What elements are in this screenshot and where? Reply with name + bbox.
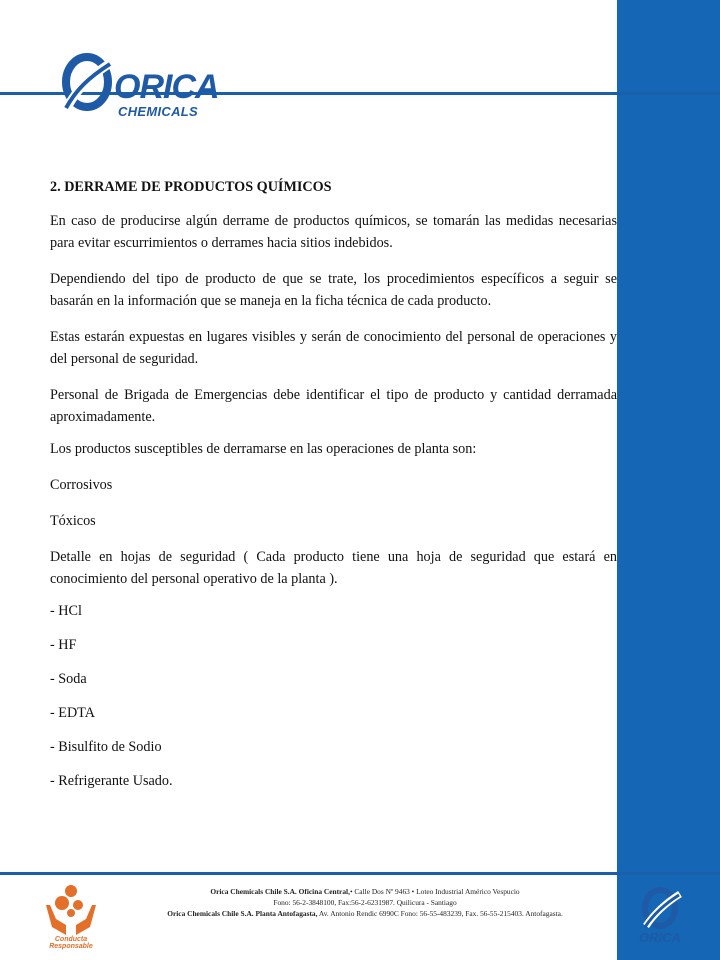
- paragraph: Dependiendo del tipo de producto de que se trate, los procedimientos específicos a seguir se basarán en la información que se maneja en la ficha técnica de cada producto.: [50, 271, 617, 309]
- footer-logo-text: ORICA: [639, 930, 681, 945]
- product-item: - HF: [50, 637, 77, 653]
- document-body: [50, 176, 617, 804]
- right-accent-bar: [617, 0, 720, 960]
- product-item: - EDTA: [50, 705, 95, 721]
- badge-caption: Conducta Responsable: [49, 936, 93, 950]
- category-item: Tóxicos: [50, 513, 96, 529]
- footer-line1-rest: • Calle Dos Nº 9463 • Loteo Industrial Américo Vespucio: [349, 887, 520, 896]
- logo-brand-text: ORICA: [114, 68, 219, 106]
- footer-line3-rest: Av. Antonio Rendic 6990C Fono: 56-55-483239, Fax. 56-55-215403. Antofagasta.: [317, 909, 563, 918]
- footer-rule: [0, 872, 720, 875]
- paragraph: Personal de Brigada de Emergencias debe identificar el tipo de producto y cantidad derramada aproximadamente.: [50, 387, 617, 425]
- footer-line2: Fono: 56-2-3848100, Fax:56-2-6231987. Quilicura - Santiago: [273, 898, 457, 907]
- product-item: - Soda: [50, 671, 87, 687]
- orica-swirl-icon: [60, 48, 116, 114]
- category-item: Corrosivos: [50, 477, 113, 493]
- section-heading: 2. DERRAME DE PRODUCTOS QUÍMICOS: [50, 179, 332, 195]
- product-item: - Bisulfito de Sodio: [50, 739, 162, 755]
- paragraph: Estas estarán expuestas en lugares visibles y serán de conocimiento del personal de operaciones y del personal de seguridad.: [50, 329, 617, 367]
- footer-line1-bold: Orica Chemicals Chile S.A. Oficina Central,: [210, 887, 350, 896]
- paragraph: En caso de producirse algún derrame de productos químicos, se tomarán las medidas necesarias para evitar escurrimientos o derrames hacia sitios indebidos.: [50, 213, 617, 251]
- detail-note: Detalle en hojas de seguridad ( Cada producto tiene una hoja de seguridad que estará en conocimiento del personal operativo de la planta ).: [50, 549, 617, 587]
- footer-line3-bold: Orica Chemicals Chile S.A. Planta Antofagasta,: [167, 909, 318, 918]
- orica-swirl-icon: [630, 886, 690, 932]
- orica-chemicals-logo: [60, 48, 220, 120]
- footer-address: [120, 886, 610, 919]
- paragraph: Los productos susceptibles de derramarse en las operaciones de planta son:: [50, 441, 477, 457]
- hands-molecule-icon: [36, 883, 106, 937]
- product-item: - HCl: [50, 603, 82, 619]
- product-item: - Refrigerante Usado.: [50, 773, 173, 789]
- logo-brand-subtext: CHEMICALS: [118, 104, 198, 119]
- responsible-care-badge: [36, 883, 106, 949]
- orica-footer-logo: [630, 886, 690, 950]
